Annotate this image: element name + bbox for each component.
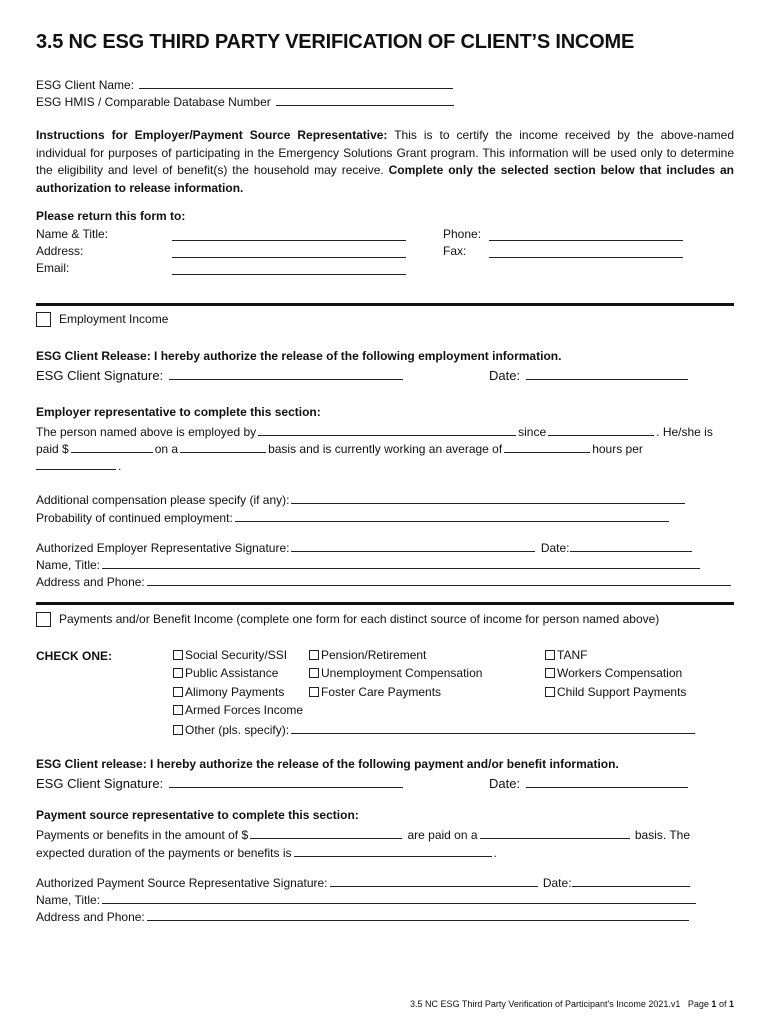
- hours-period-end: .: [118, 459, 122, 473]
- instructions-paragraph: [36, 127, 734, 197]
- checkbox-icon[interactable]: [173, 650, 183, 660]
- employer-name-title-field[interactable]: [102, 556, 700, 569]
- hours-period-field[interactable]: [36, 457, 116, 470]
- paid-on-a-label: are paid on a: [407, 828, 478, 842]
- payment-address-phone-row: [36, 908, 691, 924]
- option-unemployment[interactable]: [309, 666, 482, 680]
- return-heading: Please return this form to:: [36, 209, 186, 223]
- employer-rep-signature-field[interactable]: [291, 539, 535, 552]
- option-label: Armed Forces Income: [185, 703, 304, 717]
- page-title: 3.5 NC ESG THIRD PARTY VERIFICATION OF CLIENT’S INCOME: [36, 31, 635, 53]
- payment-duration-row: [36, 844, 497, 860]
- checkbox-icon[interactable]: [545, 668, 555, 678]
- additional-comp-label: Additional compensation please specify (if any):: [36, 493, 290, 507]
- page-footer: [410, 999, 734, 1009]
- employer-name-field[interactable]: [258, 423, 516, 436]
- payment-amount-label: Payments or benefits in the amount of $: [36, 828, 249, 842]
- payment-name-title-field[interactable]: [102, 891, 696, 904]
- section-divider: [36, 303, 734, 306]
- employer-name-title-label: Name, Title:: [36, 558, 101, 572]
- since-label: since: [518, 425, 547, 439]
- payment-duration-end: .: [493, 846, 497, 860]
- employment-date-row: [489, 367, 690, 383]
- return-email-label: Email:: [36, 261, 70, 275]
- return-fax-field[interactable]: [489, 245, 683, 258]
- payment-rep-signature-field[interactable]: [330, 874, 538, 887]
- instructions-emphasis: Complete only the selected section below that includes an authorization to release information.: [36, 163, 734, 195]
- other-specify-field[interactable]: [291, 721, 695, 734]
- client-hmis-row: [36, 93, 456, 109]
- option-label: Child Support Payments: [557, 685, 687, 699]
- option-label: Foster Care Payments: [321, 685, 442, 699]
- option-other[interactable]: [173, 721, 697, 737]
- option-label: TANF: [557, 648, 588, 662]
- he-she-is-label: . He/she is: [656, 425, 713, 439]
- payment-duration-label: expected duration of the payments or benefits is: [36, 846, 292, 860]
- benefits-date-label: Date:: [489, 776, 521, 791]
- payment-rep-date-label: Date:: [542, 876, 572, 890]
- checkbox-icon[interactable]: [545, 650, 555, 660]
- return-name-field[interactable]: [172, 228, 406, 241]
- return-email-field[interactable]: [172, 262, 406, 275]
- benefits-release-text: ESG Client release: I hereby authorize the release of the following payment and/or benefit information.: [36, 757, 619, 771]
- employer-address-phone-row: [36, 573, 733, 589]
- average-hours-field[interactable]: [504, 440, 590, 453]
- option-label: Pension/Retirement: [321, 648, 427, 662]
- section-divider: [36, 602, 734, 605]
- payment-name-title-label: Name, Title:: [36, 893, 101, 907]
- footer-page-word: Page: [687, 999, 709, 1009]
- payment-address-phone-label: Address and Phone:: [36, 910, 145, 924]
- option-foster-care[interactable]: [309, 685, 441, 699]
- footer-of-word: of: [718, 999, 727, 1009]
- payment-name-title-row: [36, 891, 698, 907]
- employer-rep-date-label: Date:: [540, 541, 570, 555]
- probability-row: [36, 509, 671, 525]
- option-pension[interactable]: [309, 648, 426, 662]
- employer-rep-heading: Employer representative to complete this section:: [36, 405, 321, 419]
- checkbox-icon[interactable]: [173, 668, 183, 678]
- employer-name-title-row: [36, 556, 702, 572]
- option-workers-comp[interactable]: [545, 666, 682, 680]
- paid-label: paid $: [36, 442, 69, 456]
- benefits-client-signature-field[interactable]: [169, 775, 403, 788]
- payment-basis-field[interactable]: [480, 826, 630, 839]
- employer-rep-signature-row: [36, 539, 694, 555]
- payment-rep-signature-row: [36, 874, 692, 890]
- employment-release-text: ESG Client Release: I hereby authorize the release of the following employment information.: [36, 349, 562, 363]
- payment-address-phone-field[interactable]: [147, 908, 689, 921]
- option-armed-forces[interactable]: [173, 703, 303, 717]
- client-name-field[interactable]: [139, 76, 453, 89]
- return-name-label: Name & Title:: [36, 227, 109, 241]
- pay-basis-field[interactable]: [180, 440, 266, 453]
- option-alimony[interactable]: [173, 685, 284, 699]
- payment-rep-date-field[interactable]: [572, 874, 690, 887]
- return-phone-field[interactable]: [489, 228, 683, 241]
- employment-client-signature-row: [36, 367, 405, 383]
- option-public-assistance[interactable]: [173, 666, 278, 680]
- option-tanf[interactable]: [545, 648, 587, 662]
- employment-checkbox[interactable]: [36, 312, 51, 327]
- checkbox-icon[interactable]: [309, 650, 319, 660]
- benefits-section-label: Payments and/or Benefit Income (complete one form for each distinct source of income for person named above): [59, 612, 660, 626]
- employer-rep-date-field[interactable]: [570, 539, 692, 552]
- checkbox-icon[interactable]: [545, 687, 555, 697]
- employed-by-row: [36, 423, 713, 439]
- client-name-row: [36, 76, 455, 92]
- benefits-date-field[interactable]: [526, 775, 688, 788]
- probability-label: Probability of continued employment:: [36, 511, 233, 525]
- footer-page-total: 1: [728, 999, 734, 1009]
- option-label: Alimony Payments: [185, 685, 285, 699]
- option-social-security[interactable]: [173, 648, 287, 662]
- employed-by-label: The person named above is employed by: [36, 425, 257, 439]
- benefits-client-signature-label: ESG Client Signature:: [36, 776, 164, 791]
- check-one-label: CHECK ONE:: [36, 649, 113, 663]
- footer-text: 3.5 NC ESG Third Party Verification of Participant’s Income 2021.v1: [410, 999, 681, 1009]
- hours-per-label: hours per: [592, 442, 643, 456]
- return-address-field[interactable]: [172, 245, 406, 258]
- checkbox-icon[interactable]: [173, 687, 183, 697]
- employment-client-signature-label: ESG Client Signature:: [36, 368, 164, 383]
- probability-field[interactable]: [235, 509, 669, 522]
- employment-section-label: Employment Income: [59, 312, 169, 326]
- employment-date-field[interactable]: [526, 367, 688, 380]
- option-label: Workers Compensation: [557, 666, 683, 680]
- option-label: Unemployment Compensation: [321, 666, 483, 680]
- client-name-label: ESG Client Name:: [36, 78, 135, 92]
- option-child-support[interactable]: [545, 685, 686, 699]
- checkbox-icon[interactable]: [173, 725, 183, 735]
- employer-address-phone-label: Address and Phone:: [36, 575, 145, 589]
- employment-date-label: Date:: [489, 368, 521, 383]
- employer-rep-signature-label: Authorized Employer Representative Signature:: [36, 541, 290, 555]
- basis-working-label: basis and is currently working an average of: [268, 442, 503, 456]
- employment-section-header: [36, 312, 168, 327]
- checkbox-icon[interactable]: [173, 705, 183, 715]
- footer-page-number: 1: [711, 999, 717, 1009]
- payment-duration-field[interactable]: [294, 844, 492, 857]
- instructions-body: This is to certify the income received by the above-named individual for purposes of participating in the Emergency Solutions Grant program. This information will be used only to determine the eligibility and level of benefit(s) the household may receive.: [36, 128, 734, 177]
- on-a-label: on a: [154, 442, 179, 456]
- option-label: Other (pls. specify):: [185, 723, 290, 737]
- employment-client-signature-field[interactable]: [169, 367, 403, 380]
- payment-rep-heading: Payment source representative to complete this section:: [36, 808, 359, 822]
- checkbox-icon[interactable]: [309, 668, 319, 678]
- benefits-checkbox[interactable]: [36, 612, 51, 627]
- option-label: Public Assistance: [185, 666, 279, 680]
- hours-period-row: [36, 457, 121, 473]
- payment-amount-row: [36, 826, 690, 842]
- return-address-label: Address:: [36, 244, 84, 258]
- checkbox-icon[interactable]: [309, 687, 319, 697]
- option-label: Social Security/SSI: [185, 648, 288, 662]
- return-phone-label: Phone:: [443, 227, 482, 241]
- instructions-heading: Instructions for Employer/Payment Source Representative:: [36, 128, 388, 142]
- pay-amount-field[interactable]: [71, 440, 153, 453]
- benefits-client-signature-row: [36, 775, 405, 791]
- basis-the-label: basis. The: [634, 828, 691, 842]
- client-hmis-label: ESG HMIS / Comparable Database Number: [36, 95, 271, 109]
- payment-rep-signature-label: Authorized Payment Source Representative Signature:: [36, 876, 328, 890]
- benefits-date-row: [489, 775, 690, 791]
- benefits-section-header: [36, 612, 659, 627]
- employer-address-phone-field[interactable]: [147, 573, 731, 586]
- additional-comp-field[interactable]: [291, 491, 685, 504]
- pay-row: [36, 440, 643, 456]
- since-date-field[interactable]: [548, 423, 654, 436]
- payment-amount-field[interactable]: [250, 826, 402, 839]
- additional-comp-row: [36, 491, 687, 507]
- return-fax-label: Fax:: [443, 244, 467, 258]
- client-hmis-field[interactable]: [276, 93, 454, 106]
